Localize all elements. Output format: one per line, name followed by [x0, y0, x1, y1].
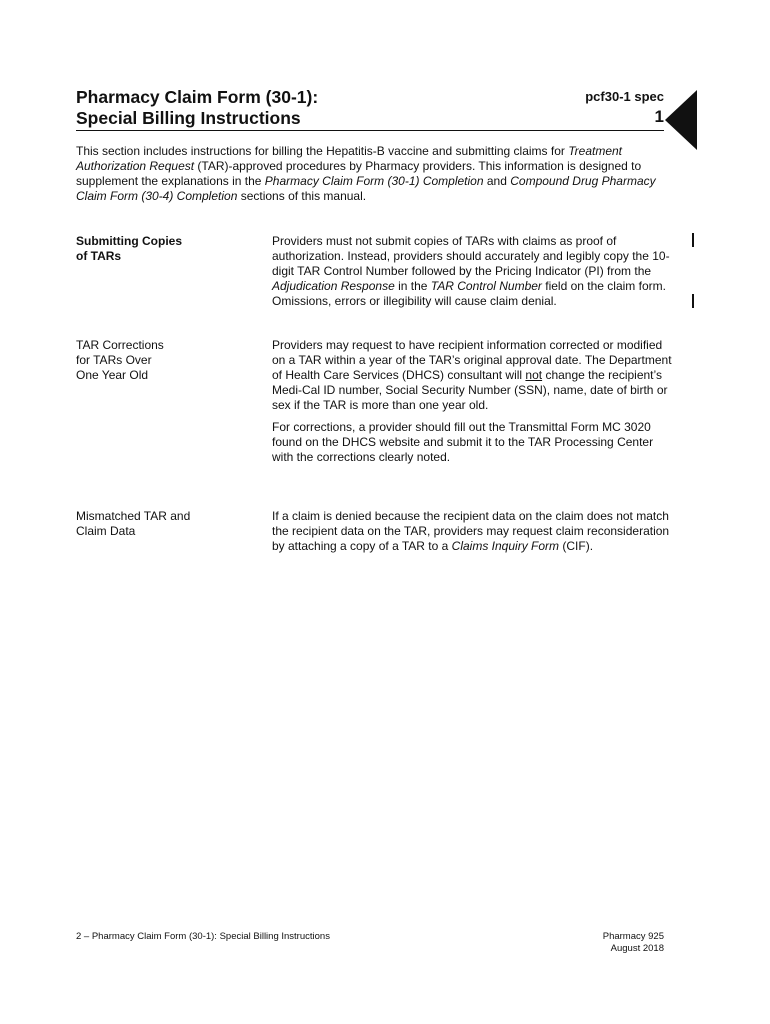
intro-paragraph: This section includes instructions for billing the Hepatitis-B vaccine and submitting claims for Treatment Authorization Request (TAR)-approved procedures by Pharmacy providers. This information is designed to supplement the explanations in the Pharmacy Claim Form (30-1) Completion and Compound Drug Pharmacy Claim Form (30-4) Completion sections of this manual.: [76, 144, 656, 203]
section-heading: Mismatched TAR and Claim Data: [76, 509, 191, 538]
page-tab-arrow-icon: [665, 90, 697, 150]
header-divider: [76, 130, 664, 131]
spec-code: pcf30-1 spec: [585, 89, 664, 104]
title-line-1: Pharmacy Claim Form (30-1):: [76, 87, 319, 107]
footer-right: Pharmacy 925 August 2018: [602, 931, 664, 954]
revision-bar: [692, 294, 694, 308]
section-heading: Submitting Copies of TARs: [76, 234, 182, 263]
revision-bar: [692, 233, 694, 247]
section-body: Providers may request to have recipient information corrected or modified on a TAR within a year of the TAR’s original approval date. The Department of Health Care Services (DHCS) consultant will not change the recipient’s Medi-Cal ID number, Social Security Number (SSN), name, date of birth or sex if the TAR is more than one year old. For corrections, a provider should fill out the Transmittal Form MC 3020 found on the DHCS website and submit it to the TAR Processing Center with the corrections clearly noted.: [272, 338, 672, 464]
section-body: Providers must not submit copies of TARs with claims as proof of authorization. Instead, providers should accurately and legibly copy the 10-digit TAR Control Number followed by the Pricing Indicator (PI) from the Adjudication Response in the TAR Control Number field on the claim form. Omissions, errors or illegibility will cause claim denial.: [272, 234, 670, 308]
section-body: If a claim is denied because the recipient data on the claim does not match the recipient data on the TAR, providers may request claim reconsideration by attaching a copy of a TAR to a Claims Inquiry Form (CIF).: [272, 509, 670, 553]
footer-left: 2 – Pharmacy Claim Form (30-1): Special Billing Instructions: [76, 931, 330, 942]
page-title: [76, 87, 506, 129]
title-line-2: Special Billing Instructions: [76, 108, 301, 128]
page-number: 1: [654, 107, 664, 126]
section-heading: TAR Corrections for TARs Over One Year Old: [76, 338, 164, 382]
